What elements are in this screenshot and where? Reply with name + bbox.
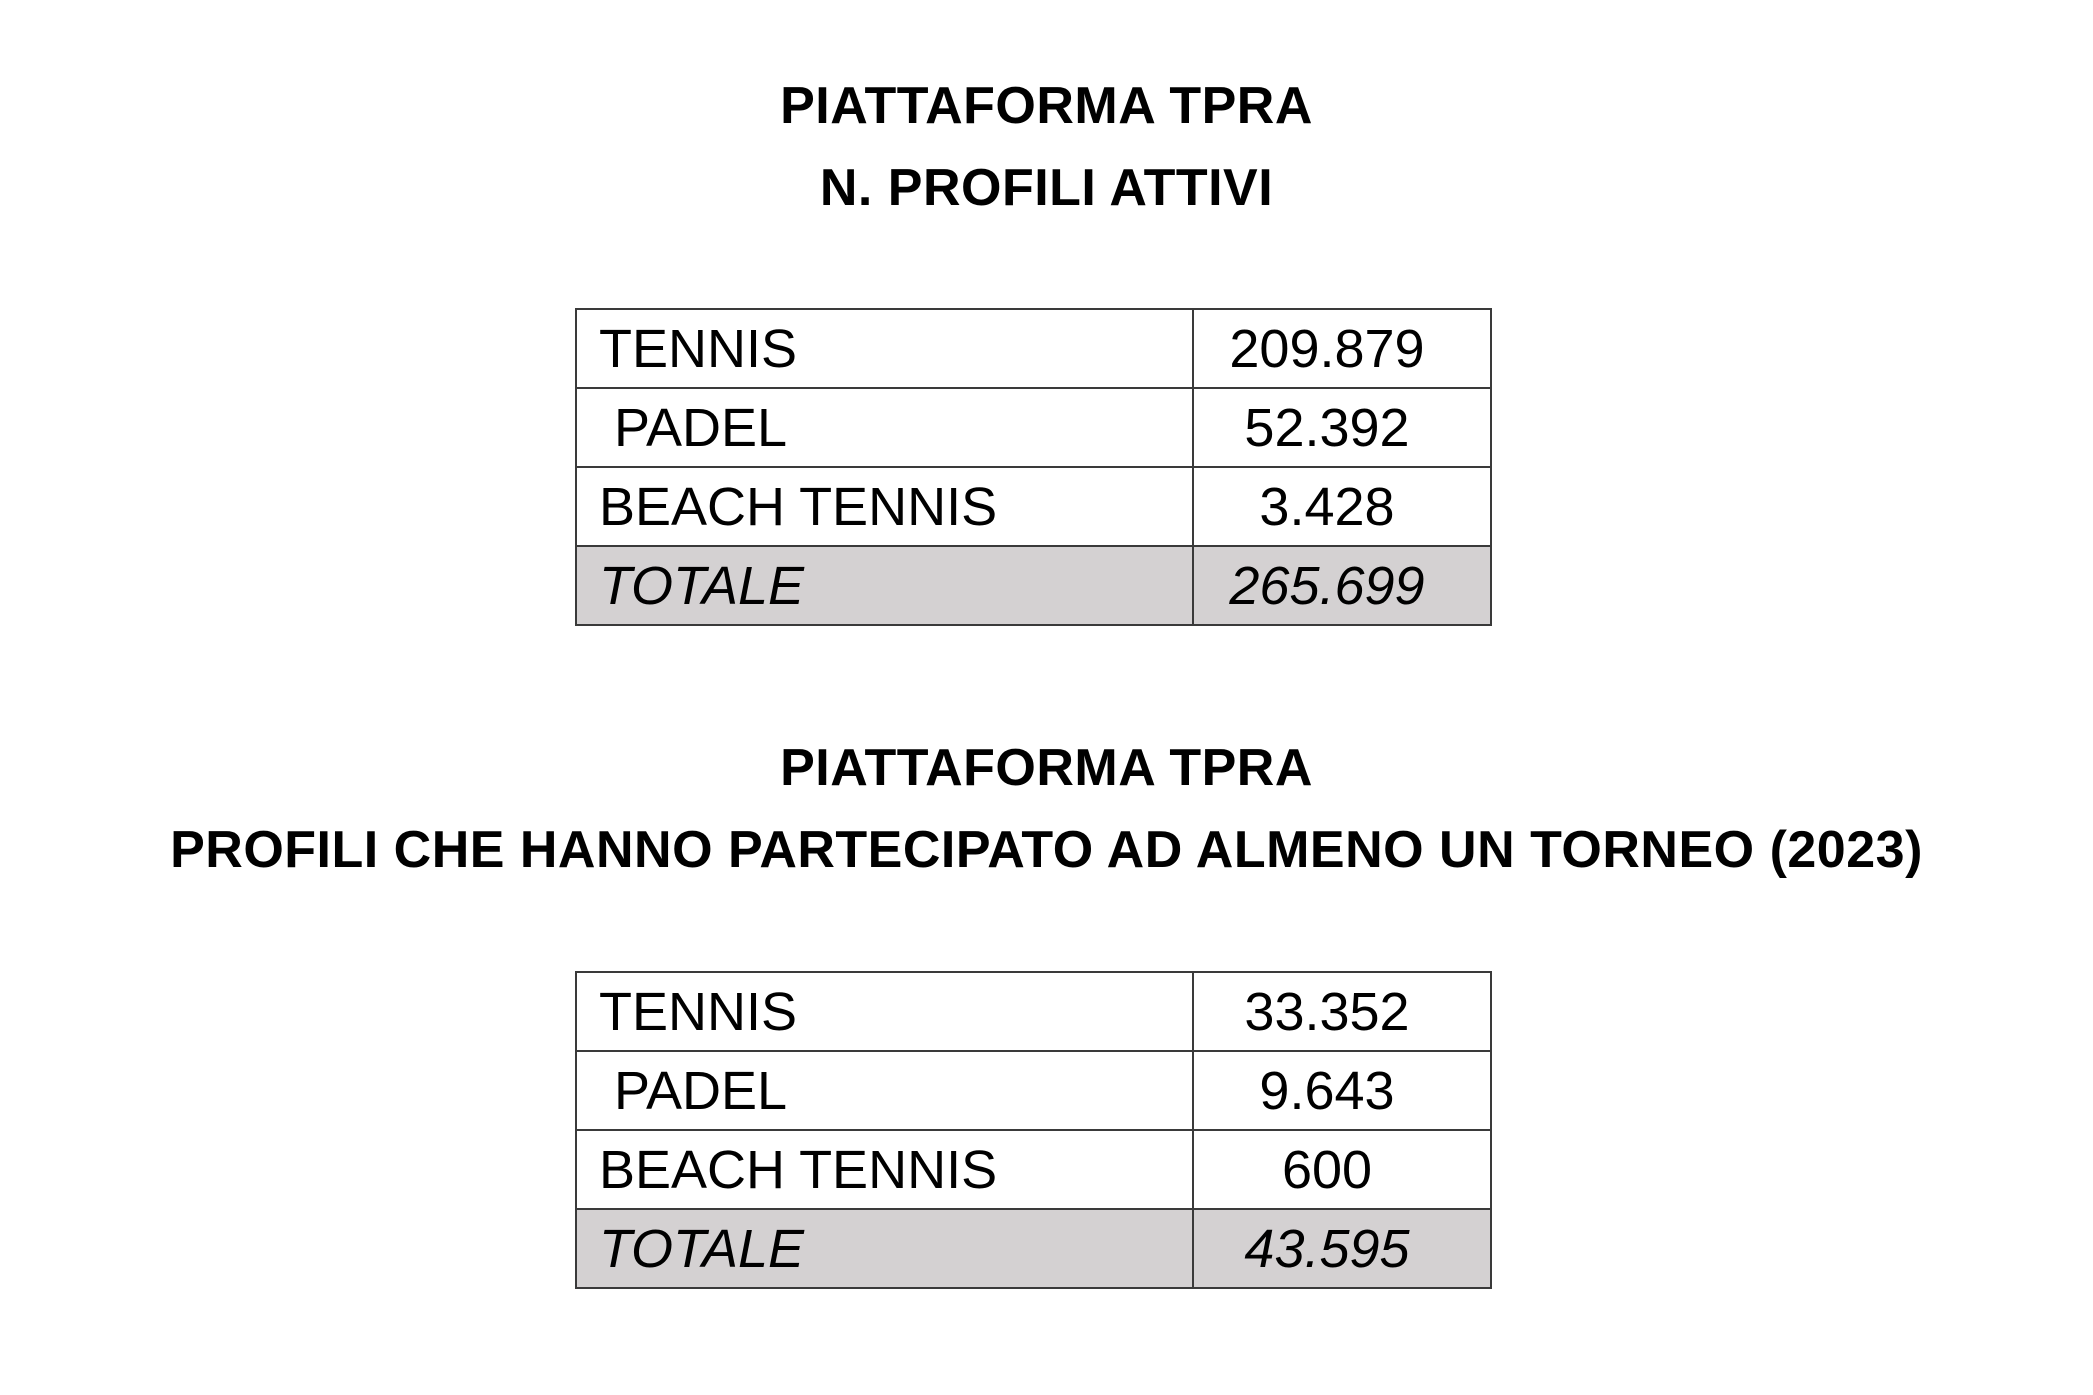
table-row [576,309,1491,388]
row-label-tennis: TENNIS [576,972,1193,1051]
row-value-tennis: 33.352 [1193,972,1491,1051]
table-row [576,388,1491,467]
row-value-padel: 52.392 [1193,388,1491,467]
row-label-padel: PADEL [576,388,1193,467]
total-value: 265.699 [1193,546,1491,625]
total-label: TOTALE [576,1209,1193,1288]
row-label-beach-tennis: BEACH TENNIS [576,467,1193,546]
total-label: TOTALE [576,546,1193,625]
active-profiles-table [575,308,1492,626]
section-1-title: PIATTAFORMA TPRA [780,77,1313,135]
table-row [576,467,1491,546]
total-row [576,1209,1491,1288]
row-label-tennis: TENNIS [576,309,1193,388]
total-value: 43.595 [1193,1209,1491,1288]
row-value-padel: 9.643 [1193,1051,1491,1130]
table-row [576,1051,1491,1130]
row-value-beach-tennis: 3.428 [1193,467,1491,546]
row-value-tennis: 209.879 [1193,309,1491,388]
table-row [576,1130,1491,1209]
total-row [576,546,1491,625]
section-1-subtitle: N. PROFILI ATTIVI [819,159,1274,217]
row-value-beach-tennis: 600 [1193,1130,1491,1209]
tournament-profiles-table [575,971,1492,1289]
section-2-title: PIATTAFORMA TPRA [780,739,1313,797]
row-label-beach-tennis: BEACH TENNIS [576,1130,1193,1209]
table-row [576,972,1491,1051]
section-2-subtitle: PROFILI CHE HANNO PARTECIPATO AD ALMENO UN TORNEO (2023) [170,821,1923,879]
row-label-padel: PADEL [576,1051,1193,1130]
